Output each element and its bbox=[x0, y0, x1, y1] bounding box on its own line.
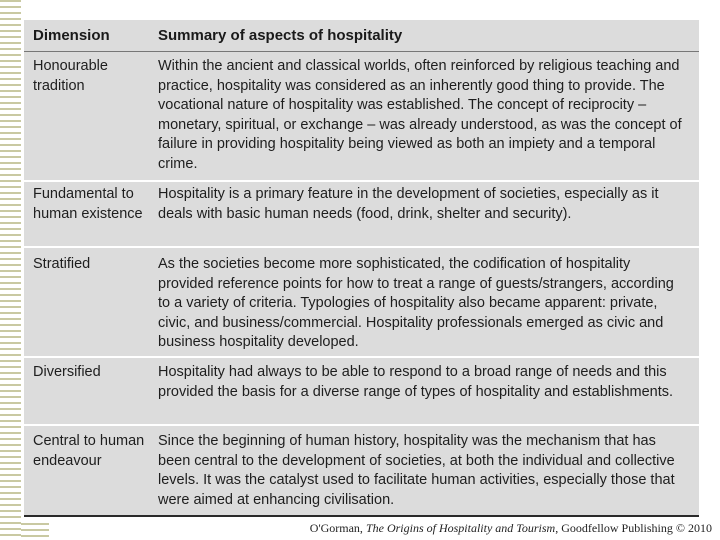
row-summary: Hospitality had always to be able to respond to a broad range of needs and this provided the basis for a diverse range of types of hospitality and establishments. bbox=[158, 364, 674, 400]
row-summary: Since the beginning of human history, hospitality was the mechanism that has been central to the development of societies, at both the individual and collective levels. It was the catalyst used to facilitate human activities, especially those that were aimed at enhancing civilisation. bbox=[158, 433, 675, 508]
caption-publisher: , Goodfellow Publishing © 2010 bbox=[555, 521, 712, 535]
row-dimension: Diversified bbox=[33, 364, 101, 380]
row-divider bbox=[24, 246, 699, 248]
row-divider bbox=[24, 424, 699, 426]
caption-author: O'Gorman, bbox=[309, 521, 366, 535]
header-dimension: Dimension bbox=[33, 27, 110, 44]
row-divider bbox=[24, 356, 699, 358]
row-dimension: Central to human endeavour bbox=[33, 433, 145, 469]
header-summary: Summary of aspects of hospitality bbox=[158, 27, 403, 44]
source-caption bbox=[310, 521, 712, 536]
hospitality-dimensions-table bbox=[24, 20, 699, 517]
decorative-left-stripe bbox=[0, 0, 21, 540]
caption-title: The Origins of Hospitality and Tourism bbox=[365, 521, 556, 535]
decorative-bottom-stripe bbox=[21, 523, 49, 537]
row-dimension: Stratified bbox=[33, 256, 91, 272]
table-header bbox=[24, 20, 699, 52]
row-divider bbox=[24, 180, 699, 182]
row-summary: Within the ancient and classical worlds, often reinforced by religious teaching and practice, hospitality was considered as an inherently good thing to provide. The vocational nature of hospitality was established. The concept of reciprocity – monetary, spiritual, or exchange – was already understood, as was the concept of failure in providing hospitality being viewed as both an impiety and a temporal crime. bbox=[158, 58, 682, 172]
row-dimension: Fundamental to human existence bbox=[33, 186, 143, 222]
row-dimension: Honourable tradition bbox=[33, 58, 108, 94]
row-summary: Hospitality is a primary feature in the development of societies, especially as it deals with basic human needs (food, drink, shelter and security). bbox=[158, 186, 659, 222]
row-summary: As the societies become more sophisticated, the codification of hospitality provided reference points for how to treat a range of guests/strangers, according to a variety of criteria. Typologies of hospitality also became apparent: private, civic, and business/commercial. Hospitality professionals emerged as civic and business hospitality developed. bbox=[158, 256, 674, 350]
